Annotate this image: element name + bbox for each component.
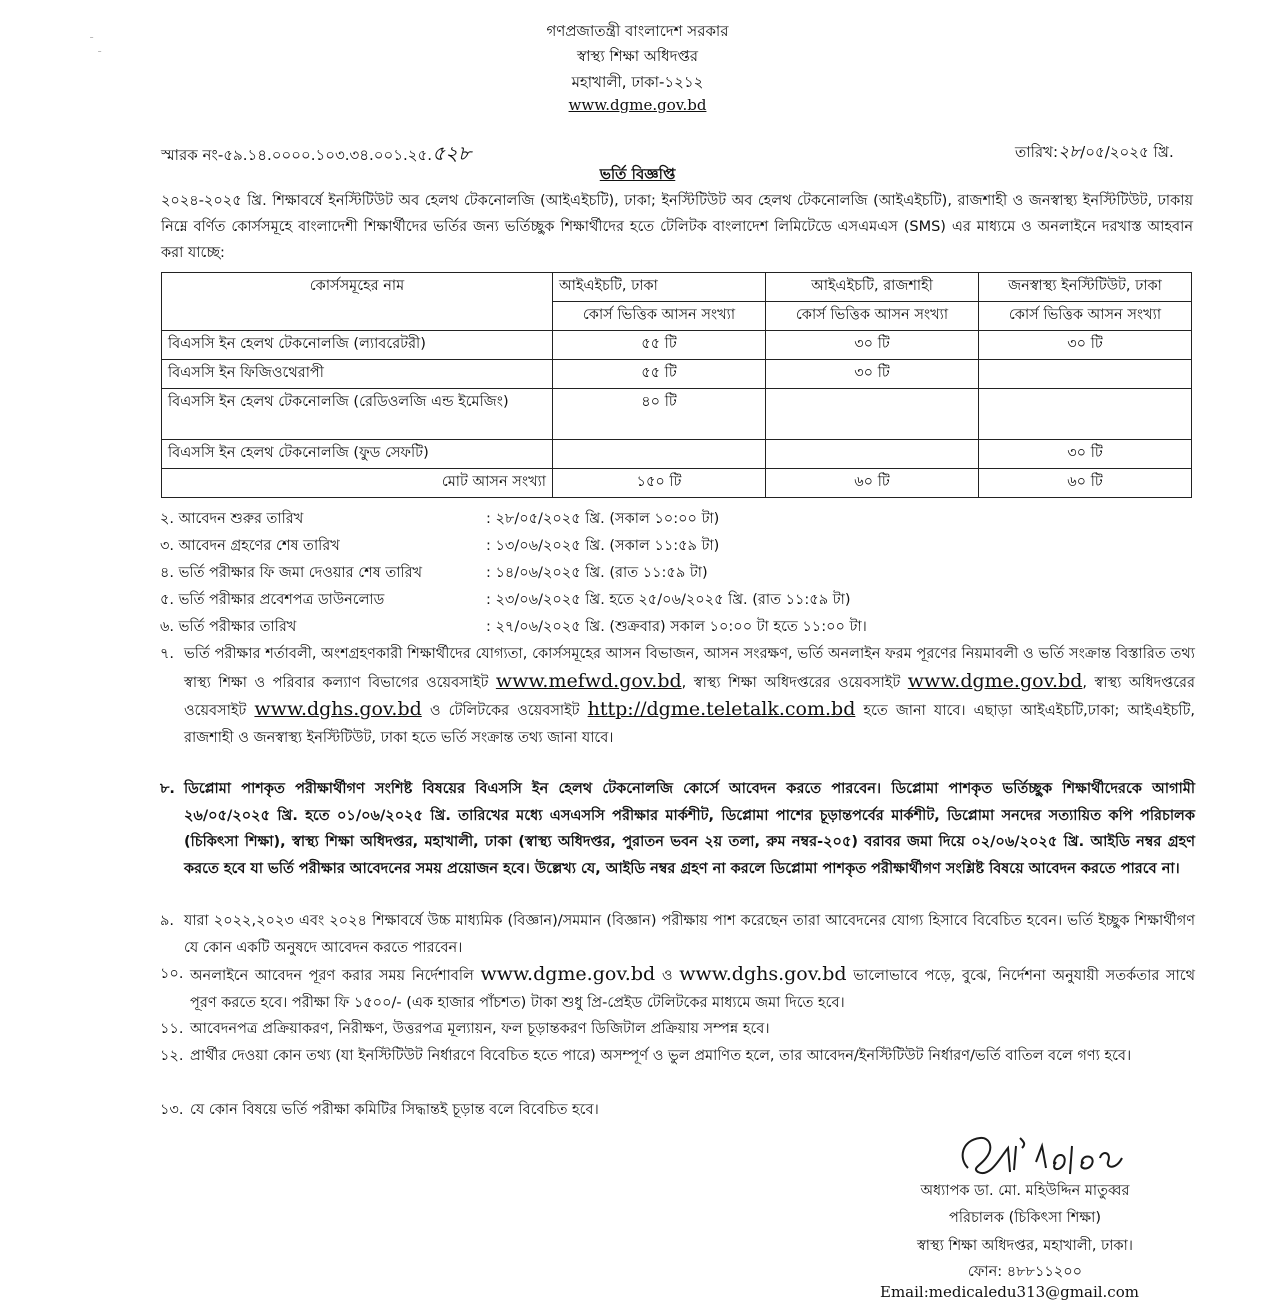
total-rajshahi: ৬০ টি (766, 469, 979, 498)
institute-header-rajshahi: আইএইচটি, রাজশাহী (766, 273, 979, 302)
seats-rajshahi (766, 440, 979, 469)
schedule-label: ৪. ভর্তি পরীক্ষার ফি জমা দেওয়ার শেষ তারিখ (160, 565, 423, 581)
seats-dhaka: ৫৫ টি (553, 360, 766, 389)
seats-public-health: ৩০ টি (979, 331, 1192, 360)
clause-number: ১০. (160, 966, 184, 982)
address: মহাখালী, ঢাকা-১২১২ (571, 73, 704, 91)
course-header: কোর্সসমূহের নাম (162, 273, 553, 331)
clause-number: ৮. (160, 781, 175, 797)
clause-text-part: ভালোভাবে পড়ে, বুঝে, নির্দেশনা অনুযায়ী সতর্কতার সাথে পূরণ করতে হবে। পরীক্ষা ফি ১৫০০/- (এক হাজার পাঁচশত) টাকা শুধু প্রি-প্রেইড টেলিটকের মাধ্যমে জমা দিতে হবে। (190, 968, 1195, 1011)
institute-header-dhaka: আইএইচটি, ঢাকা (553, 273, 766, 302)
clause-text (190, 961, 1195, 1016)
govt-name: গণপ্রজাতন্ত্রী বাংলাদেশ সরকার (546, 22, 729, 40)
seats-dhaka (553, 440, 766, 469)
total-dhaka: ১৫০ টি (553, 469, 766, 498)
teletalk-link[interactable]: http://dgme.teletalk.com.bd (587, 698, 856, 720)
table-row (162, 331, 1192, 360)
clause-9 (160, 908, 1195, 961)
date-label: তারিখ: (1015, 143, 1059, 161)
schedule-label: ৬. ভর্তি পরীক্ষার তারিখ (160, 619, 297, 635)
memo-handwritten-number: ৫২৮ (432, 141, 472, 165)
clause-10 (160, 961, 1195, 1016)
seats-public-health (979, 389, 1192, 440)
clause-13 (160, 1097, 1195, 1124)
department-name: স্বাস্থ্য শিক্ষা অধিদপ্তর (576, 47, 699, 65)
notice-title: ভর্তি বিজ্ঞপ্তি (599, 165, 676, 183)
schedule-label: ৫. ভর্তি পরীক্ষার প্রবেশপত্র ডাউনলোড (160, 592, 385, 608)
signer-office: স্বাস্থ্য শিক্ষা অধিদপ্তর, মহাখালী, ঢাকা। (916, 1238, 1133, 1254)
clause-11 (160, 1016, 1195, 1043)
clause-text: আবেদনপত্র প্রক্রিয়াকরণ, নিরীক্ষণ, উত্তরপত্র মূল্যায়ন, ফল চূড়ান্তকরণ ডিজিটাল প্রক্রিয়ায় সম্পন্ন হবে। (190, 1021, 770, 1037)
clause-text-part: হতে জানা যাবে। এছাড়া আইএইচটি,ঢাকা; আইএইচটি, রাজশাহী ও জনস্বাস্থ্য ইনস্টিটিউট, ঢাকা হতে ভর্তি সংক্রান্ত তথ্য জানা যাবে। (184, 703, 1195, 746)
signer-name: অধ্যাপক ডা. মো. মহিউদ্দিন মাতুব্বর (920, 1183, 1130, 1199)
clause-text: ডিপ্লোমা পাশকৃত পরীক্ষার্থীগণ সংশিষ্ট বিষয়ের বিএসসি ইন হেলথ টেকনোলজি কোর্সে আবেদন করতে পারবেন। ডিপ্লোমা পাশকৃত ভর্তিচ্ছুক শিক্ষার্থীদেরকে আগামী ২৬/০৫/২০২৫ খ্রি. হতে ০১/০৬/২০২৫ খ্রি. তারিখের মধ্যে এসএসসি পরীক্ষার মার্কশীট, ডিপ্লোমা পাশের চূড়ান্তপর্বের মার্কশীট, ডিপ্লোমা সনদের সত্যায়িত কপি পরিচালক (চিকিৎসা শিক্ষা), স্বাস্থ্য শিক্ষা অধিদপ্তর, মহাখালী, ঢাকা (স্বাস্থ্য অধিদপ্তর, পুরাতন ভবন ২য় তলা, রুম নম্বর-২০৫) বরাবর জমা দিয়ে ০২/০৬/২০২৫ খ্রি. আইডি নম্বর গ্রহণ করতে হবে যা ভর্তি পরীক্ষার আবেদনের সময় প্রয়োজন হবে। উল্লেখ্য যে, আইডি নম্বর গ্রহণ না করলে ডিপ্লোমা পাশকৃত পরীক্ষার্থীগণ সংশ্লিষ্ট বিষয়ে আবেদন করতে পারবে না। (184, 781, 1195, 877)
table-total-row (162, 469, 1192, 498)
seats-public-health (979, 360, 1192, 389)
schedule-value: : ১৩/০৬/২০২৫ খ্রি. (সকাল ১১:৫৯ টা) (486, 538, 720, 554)
clause-text-part: , স্বাস্থ্য শিক্ষা অধিদপ্তরের ওয়েবসাইট (681, 674, 908, 691)
clause-text-part: , স্বাস্থ্য অধিদপ্তরের ওয়েবসাইট (184, 674, 1195, 719)
table-header-row (162, 273, 1192, 302)
schedule-value: : ১৪/০৬/২০২৫ খ্রি. (রাত ১১:৫৯ টা) (486, 565, 708, 581)
dgme-link[interactable]: www.dgme.gov.bd (907, 669, 1083, 692)
clause-text-part: অনলাইনে আবেদন পূরণ করার সময় নির্দেশাবলি (190, 968, 481, 984)
seats-dhaka: ৫৫ টি (553, 331, 766, 360)
seat-subheader: কোর্স ভিত্তিক আসন সংখ্যা (553, 302, 766, 331)
date-handwritten-day: ২৮ (1058, 142, 1081, 162)
clause-text: প্রার্থীর দেওয়া কোন তথ্য (যা ইনস্টিটিউট নির্ধারণে বিবেচিত হতে পারে) অসম্পূর্ণ ও ভুল প্রমাণিত হলে, তার আবেদন/ইনস্টিটিউট নির্ধারণ/ভর্তি বাতিল বলে গণ্য হবে। (190, 1048, 1132, 1064)
memo-label: স্মারক নং-৫৯.১৪.০০০০.১০৩.৩৪.০০১.২৫. (161, 146, 433, 164)
clause-text-part: ও টেলিটকের ওয়েবসাইট (421, 703, 588, 719)
mefwd-link[interactable]: www.mefwd.gov.bd (495, 669, 682, 692)
clause-text (184, 641, 1195, 751)
dgme-link[interactable]: www.dgme.gov.bd (480, 963, 656, 985)
seats-rajshahi (766, 389, 979, 440)
seat-table (161, 272, 1192, 498)
course-name: বিএসসি ইন হেলথ টেকনোলজি (ল্যাবরেটরী) (162, 331, 553, 360)
seats-public-health: ৩০ টি (979, 440, 1192, 469)
signer-email[interactable]: Email:medicaledu313@gmail.com (880, 1283, 1139, 1301)
course-name: বিএসসি ইন ফিজিওথেরাপী (162, 360, 553, 389)
course-name: বিএসসি ইন হেলথ টেকনোলজি (রেডিওলজি এন্ড ইমেজিং) (162, 389, 553, 440)
clause-8 (160, 776, 1195, 882)
dghs-link[interactable]: www.dghs.gov.bd (254, 698, 422, 720)
schedule-label: ২. আবেদন শুরুর তারিখ (160, 511, 304, 527)
table-row (162, 440, 1192, 469)
intro-paragraph: ২০২৪-২০২৫ খ্রি. শিক্ষাবর্ষে ইনস্টিটিউট অব হেলথ টেকনোলজি (আইএইচটি), ঢাকা; ইনস্টিটিউট অব হেলথ টেকনোলজি (আইএইচটি), রাজশাহী ও জনস্বাস্থ্য ইনস্টিটিউট, ঢাকায় নিম্নে বর্ণিত কোর্সসমূহে বাংলাদেশী শিক্ষার্থীদের ভর্তির জন্য ভর্তিচ্ছুক শিক্ষার্থীদের হতে টেলিটক বাংলাদেশ লিমিটেডে এসএমএস (SMS) এর মাধ্যমে ও অনলাইনে দরখাস্ত আহবান করা যাচ্ছে: (161, 193, 1193, 261)
schedule-value: : ২৮/০৫/২০২৫ খ্রি. (সকাল ১০:০০ টা) (486, 511, 720, 527)
course-name: বিএসসি ইন হেলথ টেকনোলজি (ফুড সেফটি) (162, 440, 553, 469)
seats-rajshahi: ৩০ টি (766, 360, 979, 389)
header-website-link[interactable]: www.dgme.gov.bd (568, 96, 707, 114)
seats-dhaka: ৪০ টি (553, 389, 766, 440)
seat-subheader: কোর্স ভিত্তিক আসন সংখ্যা (766, 302, 979, 331)
signer-phone: ফোন: ৪৮৮১১২০০ (967, 1264, 1083, 1280)
signer-designation: পরিচালক (চিকিৎসা শিক্ষা) (949, 1210, 1101, 1226)
clause-text: যারা ২০২২,২০২৩ এবং ২০২৪ শিক্ষাবর্ষে উচ্চ মাধ্যমিক (বিজ্ঞান)/সমমান (বিজ্ঞান) পরীক্ষায় পাশ করেছেন তারা আবেদনের যোগ্য হিসাবে বিবেচিত হবেন। ভর্তি ইচ্ছুক শিক্ষার্থীগণ যে কোন একটি অনুষদে আবেদন করতে পারবেন। (184, 913, 1195, 956)
seat-subheader: কোর্স ভিত্তিক আসন সংখ্যা (979, 302, 1192, 331)
clause-text-part: ও (655, 968, 680, 984)
clause-number: ১১. (160, 1021, 184, 1037)
clause-text-part: ভর্তি পরীক্ষার শর্তাবলী, অংশগ্রহণকারী শিক্ষার্থীদের যোগ্যতা, কোর্সসমূহের আসন বিভাজন, আসন সংরক্ষণ, ভর্তি অনলাইন ফরম পূরণের নিয়মাবলী ও ভর্তি সংক্রান্ত বিস্তারিত তথ্য স্বাস্থ্য শিক্ষা ও পরিবার কল্যাণ বিভাগের ওয়েবসাইট (184, 646, 1195, 691)
dghs-link[interactable]: www.dghs.gov.bd (679, 963, 847, 985)
clause-number: ১২. (160, 1048, 184, 1064)
clause-7 (160, 641, 1195, 751)
clause-number: ১৩. (160, 1102, 184, 1118)
schedule-label: ৩. আবেদন গ্রহণের শেষ তারিখ (160, 538, 340, 554)
clause-number: ৭. (160, 646, 175, 662)
scan-mark: - (96, 44, 104, 58)
schedule-value: : ২৭/০৬/২০২৫ খ্রি. (শুক্রবার) সকাল ১০:০০ টা হতে ১১:০০ টা। (486, 619, 867, 635)
table-row (162, 389, 1192, 440)
handwritten-signature (950, 1128, 1150, 1186)
clause-text: যে কোন বিষয়ে ভর্তি পরীক্ষা কমিটির সিদ্ধান্তই চূড়ান্ত বলে বিবেচিত হবে। (190, 1102, 599, 1118)
clause-12 (160, 1043, 1195, 1070)
date-rest: /০৫/২০২৫ খ্রি. (1080, 143, 1174, 161)
institute-header-public-health: জনস্বাস্থ্য ইনস্টিটিউট, ঢাকা (979, 273, 1192, 302)
scan-mark: - (88, 30, 96, 44)
total-public-health: ৬০ টি (979, 469, 1192, 498)
seats-rajshahi: ৩০ টি (766, 331, 979, 360)
table-row (162, 360, 1192, 389)
total-label: মোট আসন সংখ্যা (162, 469, 553, 498)
schedule-value: : ২৩/০৬/২০২৫ খ্রি. হতে ২৫/০৬/২০২৫ খ্রি. (রাত ১১:৫৯ টা) (486, 592, 851, 608)
clause-number: ৯. (160, 913, 175, 929)
